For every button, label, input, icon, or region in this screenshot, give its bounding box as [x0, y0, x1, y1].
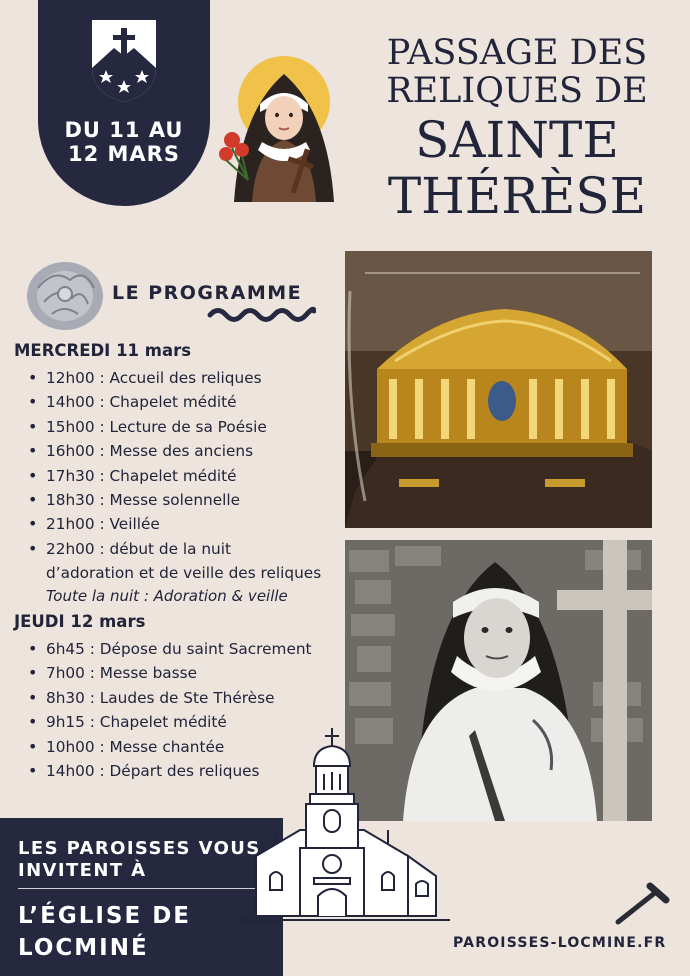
nail-icon — [612, 880, 670, 926]
title-line-3: SAINTE — [415, 111, 619, 169]
divider — [18, 888, 268, 889]
day-1-label: MERCREDI — [14, 341, 111, 360]
date-line-1: DU 11 AU — [64, 118, 184, 142]
schedule-item: • 21h00 : Veillée — [26, 512, 321, 536]
schedule-item — [26, 537, 321, 586]
schedule-item: • 9h15 : Chapelet médité — [26, 710, 312, 734]
schedule-item-continuation: d’adoration et de veille des reliques — [46, 564, 322, 583]
title-line-2: RELIQUES DE — [386, 71, 648, 111]
day-2-label: JEUDI — [14, 612, 65, 631]
date-tab — [38, 0, 210, 206]
title-line-4: THÉRÈSE — [387, 167, 647, 225]
saint-therese-illustration — [214, 52, 354, 210]
day-1-heading — [14, 341, 191, 360]
schedule-item: • 8h30 : Laudes de Ste Thérèse — [26, 686, 312, 710]
day-2-date: 12 mars — [70, 612, 146, 631]
schedule-item: • 10h00 : Messe chantée — [26, 735, 312, 759]
invite-line-1: LES PAROISSES VOUS — [18, 838, 261, 859]
date-line-2: 12 MARS — [68, 142, 180, 166]
church-name — [18, 900, 191, 964]
night-note: Toute la nuit : Adoration & veille — [46, 587, 288, 605]
title-line-1: PASSAGE DES — [386, 33, 648, 73]
rose-icon — [24, 258, 106, 332]
schedule-item: • 18h30 : Messe solennelle — [26, 488, 321, 512]
reliquary-photo — [345, 251, 652, 528]
schedule-item: • 12h00 : Accueil des reliques — [26, 366, 321, 390]
wave-divider — [206, 303, 316, 325]
schedule-item: • 6h45 : Dépose du saint Sacrement — [26, 637, 312, 661]
invite-line-2: INVITENT À — [18, 860, 147, 881]
schedule-item: • 14h00 : Départ des reliques — [26, 759, 312, 783]
programme-heading: LE PROGRAMME — [112, 282, 303, 304]
carmelite-crest-icon — [90, 18, 158, 104]
schedule-item: • 17h30 : Chapelet médité — [26, 464, 321, 488]
poster-title — [352, 33, 682, 225]
church-drawing — [236, 726, 450, 926]
schedule-item: • 16h00 : Messe des anciens — [26, 439, 321, 463]
church-line-1: L’ÉGLISE DE — [18, 903, 191, 929]
schedule-item-text: 22h00 : début de la nuit — [46, 539, 231, 558]
day-1-date: 11 mars — [116, 341, 192, 360]
day-1-schedule — [26, 366, 321, 586]
invite-text — [18, 838, 261, 882]
schedule-item: • 14h00 : Chapelet médité — [26, 390, 321, 414]
schedule-item: • 15h00 : Lecture de sa Poésie — [26, 415, 321, 439]
date-range — [38, 118, 210, 166]
schedule-item: • 7h00 : Messe basse — [26, 661, 312, 685]
day-2-heading — [14, 612, 145, 631]
website-link[interactable]: PAROISSES-LOCMINE.FR — [453, 935, 667, 951]
church-line-2: LOCMINÉ — [18, 935, 149, 961]
